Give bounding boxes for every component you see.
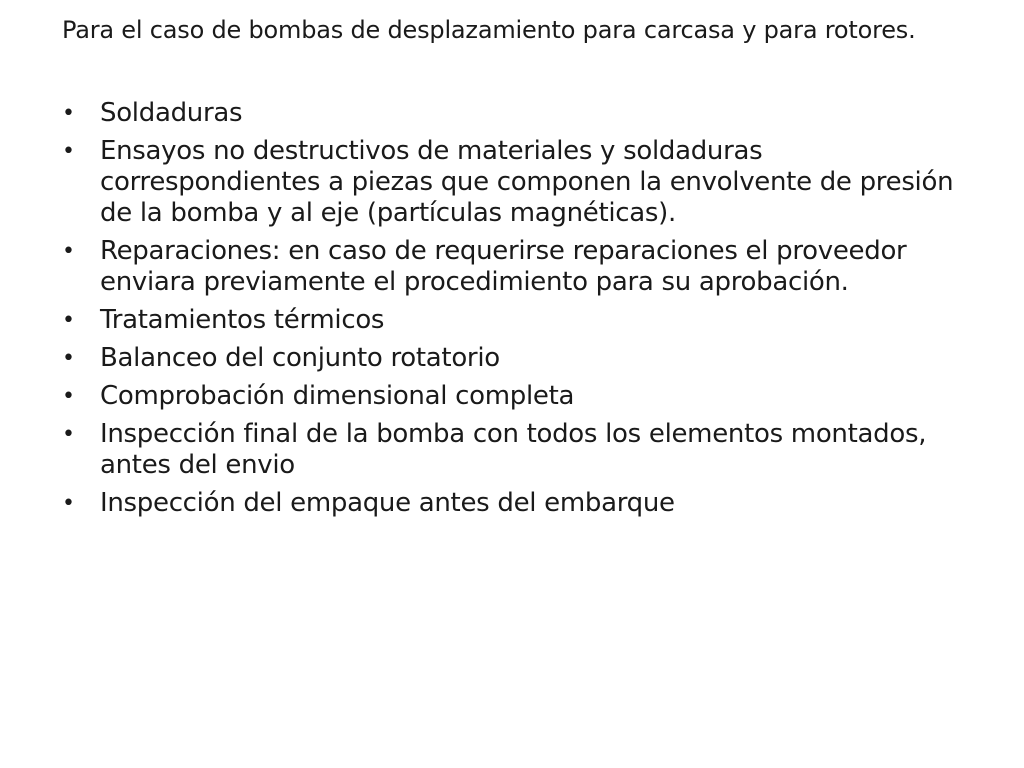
bullet-text: Comprobación dimensional completa bbox=[100, 381, 575, 411]
slide-content bbox=[62, 15, 962, 526]
bullet-text: Balanceo del conjunto rotatorio bbox=[100, 343, 500, 373]
list-item bbox=[62, 98, 962, 129]
list-item bbox=[62, 381, 962, 412]
bullet-text: Reparaciones: en caso de requerirse reparaciones el proveedor enviara previamente el procedimiento para su aprobación. bbox=[100, 236, 907, 297]
list-item bbox=[62, 419, 962, 481]
bullet-text: Ensayos no destructivos de materiales y soldaduras correspondientes a piezas que componen la envolvente de presión de la bomba y al eje (partículas magnéticas). bbox=[100, 136, 954, 228]
bullet-icon: • bbox=[62, 422, 75, 447]
bullet-text: Inspección del empaque antes del embarque bbox=[100, 488, 675, 518]
bullet-icon: • bbox=[62, 239, 75, 264]
bullet-text: Tratamientos térmicos bbox=[100, 305, 385, 335]
bullet-list bbox=[62, 98, 962, 519]
list-item bbox=[62, 343, 962, 374]
list-item bbox=[62, 236, 962, 298]
bullet-icon: • bbox=[62, 101, 75, 126]
bullet-text: Inspección final de la bomba con todos los elementos montados, antes del envio bbox=[100, 419, 927, 480]
bullet-icon: • bbox=[62, 384, 75, 409]
list-item bbox=[62, 488, 962, 519]
bullet-text: Soldaduras bbox=[100, 98, 243, 128]
bullet-icon: • bbox=[62, 139, 75, 164]
list-item bbox=[62, 136, 962, 229]
list-item bbox=[62, 305, 962, 336]
bullet-icon: • bbox=[62, 346, 75, 371]
bullet-icon: • bbox=[62, 308, 75, 333]
bullet-icon: • bbox=[62, 491, 75, 516]
intro-text: Para el caso de bombas de desplazamiento para carcasa y para rotores. bbox=[62, 16, 916, 44]
